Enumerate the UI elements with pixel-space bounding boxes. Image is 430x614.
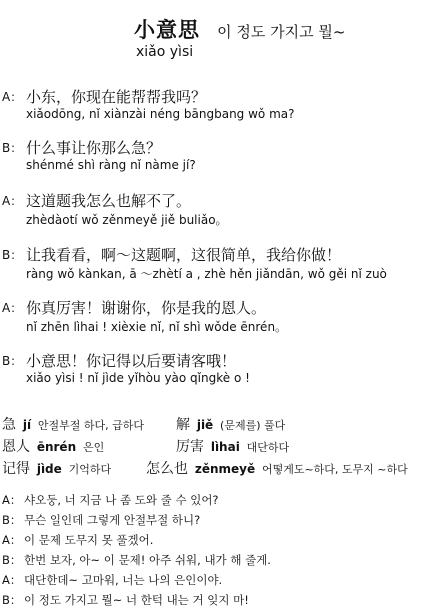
- speaker-label: A：: [2, 301, 23, 315]
- vocab-meaning: (문제를) 풀다: [220, 419, 286, 432]
- vocab-meaning: 기억하다: [68, 463, 112, 476]
- title-pinyin: xiǎo yìsi: [136, 44, 194, 60]
- vocab-pinyin: jìde: [36, 462, 62, 476]
- translation-line: [2, 592, 249, 608]
- vocab-pinyin: ēnrén: [36, 440, 77, 454]
- translation-text: 이 문제 도무지 못 풀겠어.: [24, 533, 154, 547]
- vocab-word: 怎么也: [146, 461, 188, 477]
- speaker-label: A：: [2, 90, 23, 104]
- dialogue-chinese: 你真厉害！谢谢你，你是我的恩人。: [26, 299, 267, 317]
- dialogue-chinese: 什么事让你那么急？: [26, 139, 162, 157]
- vocab-word: 恩人: [2, 439, 30, 455]
- vocab-meaning: 어떻게도~하다, 도무지 ~하다: [261, 463, 408, 476]
- vocab-item: [146, 458, 408, 478]
- vocab-item: [2, 436, 104, 456]
- translation-text: 한번 보자, 아~ 이 문제! 아주 쉬워, 내가 해 줄게.: [24, 553, 271, 567]
- vocab-item: [2, 414, 144, 434]
- vocab-item: [176, 414, 285, 434]
- translation-text: 무슨 일인데 그렇게 안절부절 하니?: [24, 513, 201, 527]
- title-korean: 이 정도 가지고 뭘~: [217, 23, 346, 41]
- translation-text: 대단한데~ 고마워, 너는 나의 은인이야.: [24, 573, 223, 587]
- speaker-label: B：: [2, 141, 23, 155]
- vocab-pinyin: jí: [22, 418, 32, 432]
- translation-text: 샤오둥, 너 지금 나 좀 도와 줄 수 있어?: [24, 493, 219, 507]
- vocab-word: 解: [176, 417, 190, 433]
- dialogue-chinese: 小意思！你记得以后要请客哦！: [26, 352, 237, 370]
- vocab-item: [176, 436, 289, 456]
- vocab-meaning: 은인: [82, 441, 105, 454]
- speaker-label: B：: [2, 593, 22, 607]
- speaker-label: B：: [2, 248, 23, 262]
- speaker-label: B：: [2, 354, 23, 368]
- dialogue-pinyin: xiǎo yìsi ! nǐ jìde yǐhòu yào qǐngkè o !: [26, 371, 250, 385]
- vocab-word: 急: [2, 417, 16, 433]
- speaker-label: A：: [2, 194, 23, 208]
- vocab-pinyin: lìhai: [210, 440, 240, 454]
- vocab-pinyin: jiě: [196, 418, 214, 432]
- dialogue-chinese: 小东，你现在能帮帮我吗？: [26, 88, 207, 106]
- translation-line: [2, 512, 200, 528]
- dialogue-pinyin: nǐ zhēn lìhai ! xièxie nǐ, nǐ shì wǒde ēnrén。: [26, 320, 288, 334]
- speaker-label: B：: [2, 513, 22, 527]
- translation-line: [2, 532, 153, 548]
- vocab-word: 记得: [2, 461, 30, 477]
- dialogue-pinyin: ràng wǒ kànkan, ā ～zhètí a , zhè hěn jiǎndān, wǒ gěi nǐ zuò: [26, 267, 387, 281]
- title-chinese: 小意思: [134, 17, 200, 42]
- title-line: [134, 14, 345, 44]
- translation-line: [2, 492, 219, 508]
- dialogue-pinyin: xiǎodōng, nǐ xiànzài néng bāngbang wǒ ma?: [26, 107, 295, 121]
- speaker-label: B：: [2, 553, 22, 567]
- speaker-label: A：: [2, 493, 22, 507]
- speaker-label: A：: [2, 573, 22, 587]
- vocab-meaning: 안절부절 하다, 급하다: [37, 419, 145, 432]
- translation-line: [2, 552, 271, 568]
- vocab-item: [2, 458, 111, 478]
- translation-text: 이 정도 가지고 뭘~ 너 한턱 내는 거 잊지 마!: [24, 593, 249, 607]
- speaker-label: A：: [2, 533, 22, 547]
- vocab-meaning: 대단하다: [246, 441, 290, 454]
- dialogue-pinyin: zhèdàotí wǒ zěnmeyě jiě buliǎo。: [26, 213, 228, 227]
- dialogue-chinese: 这道题我怎么也解不了。: [26, 192, 192, 210]
- dialogue-chinese: 让我看看，啊～这题啊，这很简单，我给你做！: [26, 246, 342, 264]
- vocab-word: 厉害: [176, 439, 204, 455]
- dialogue-pinyin: shénmé shì ràng nǐ nàme jí?: [26, 158, 196, 172]
- vocab-pinyin: zěnmeyě: [194, 462, 256, 476]
- translation-line: [2, 572, 222, 588]
